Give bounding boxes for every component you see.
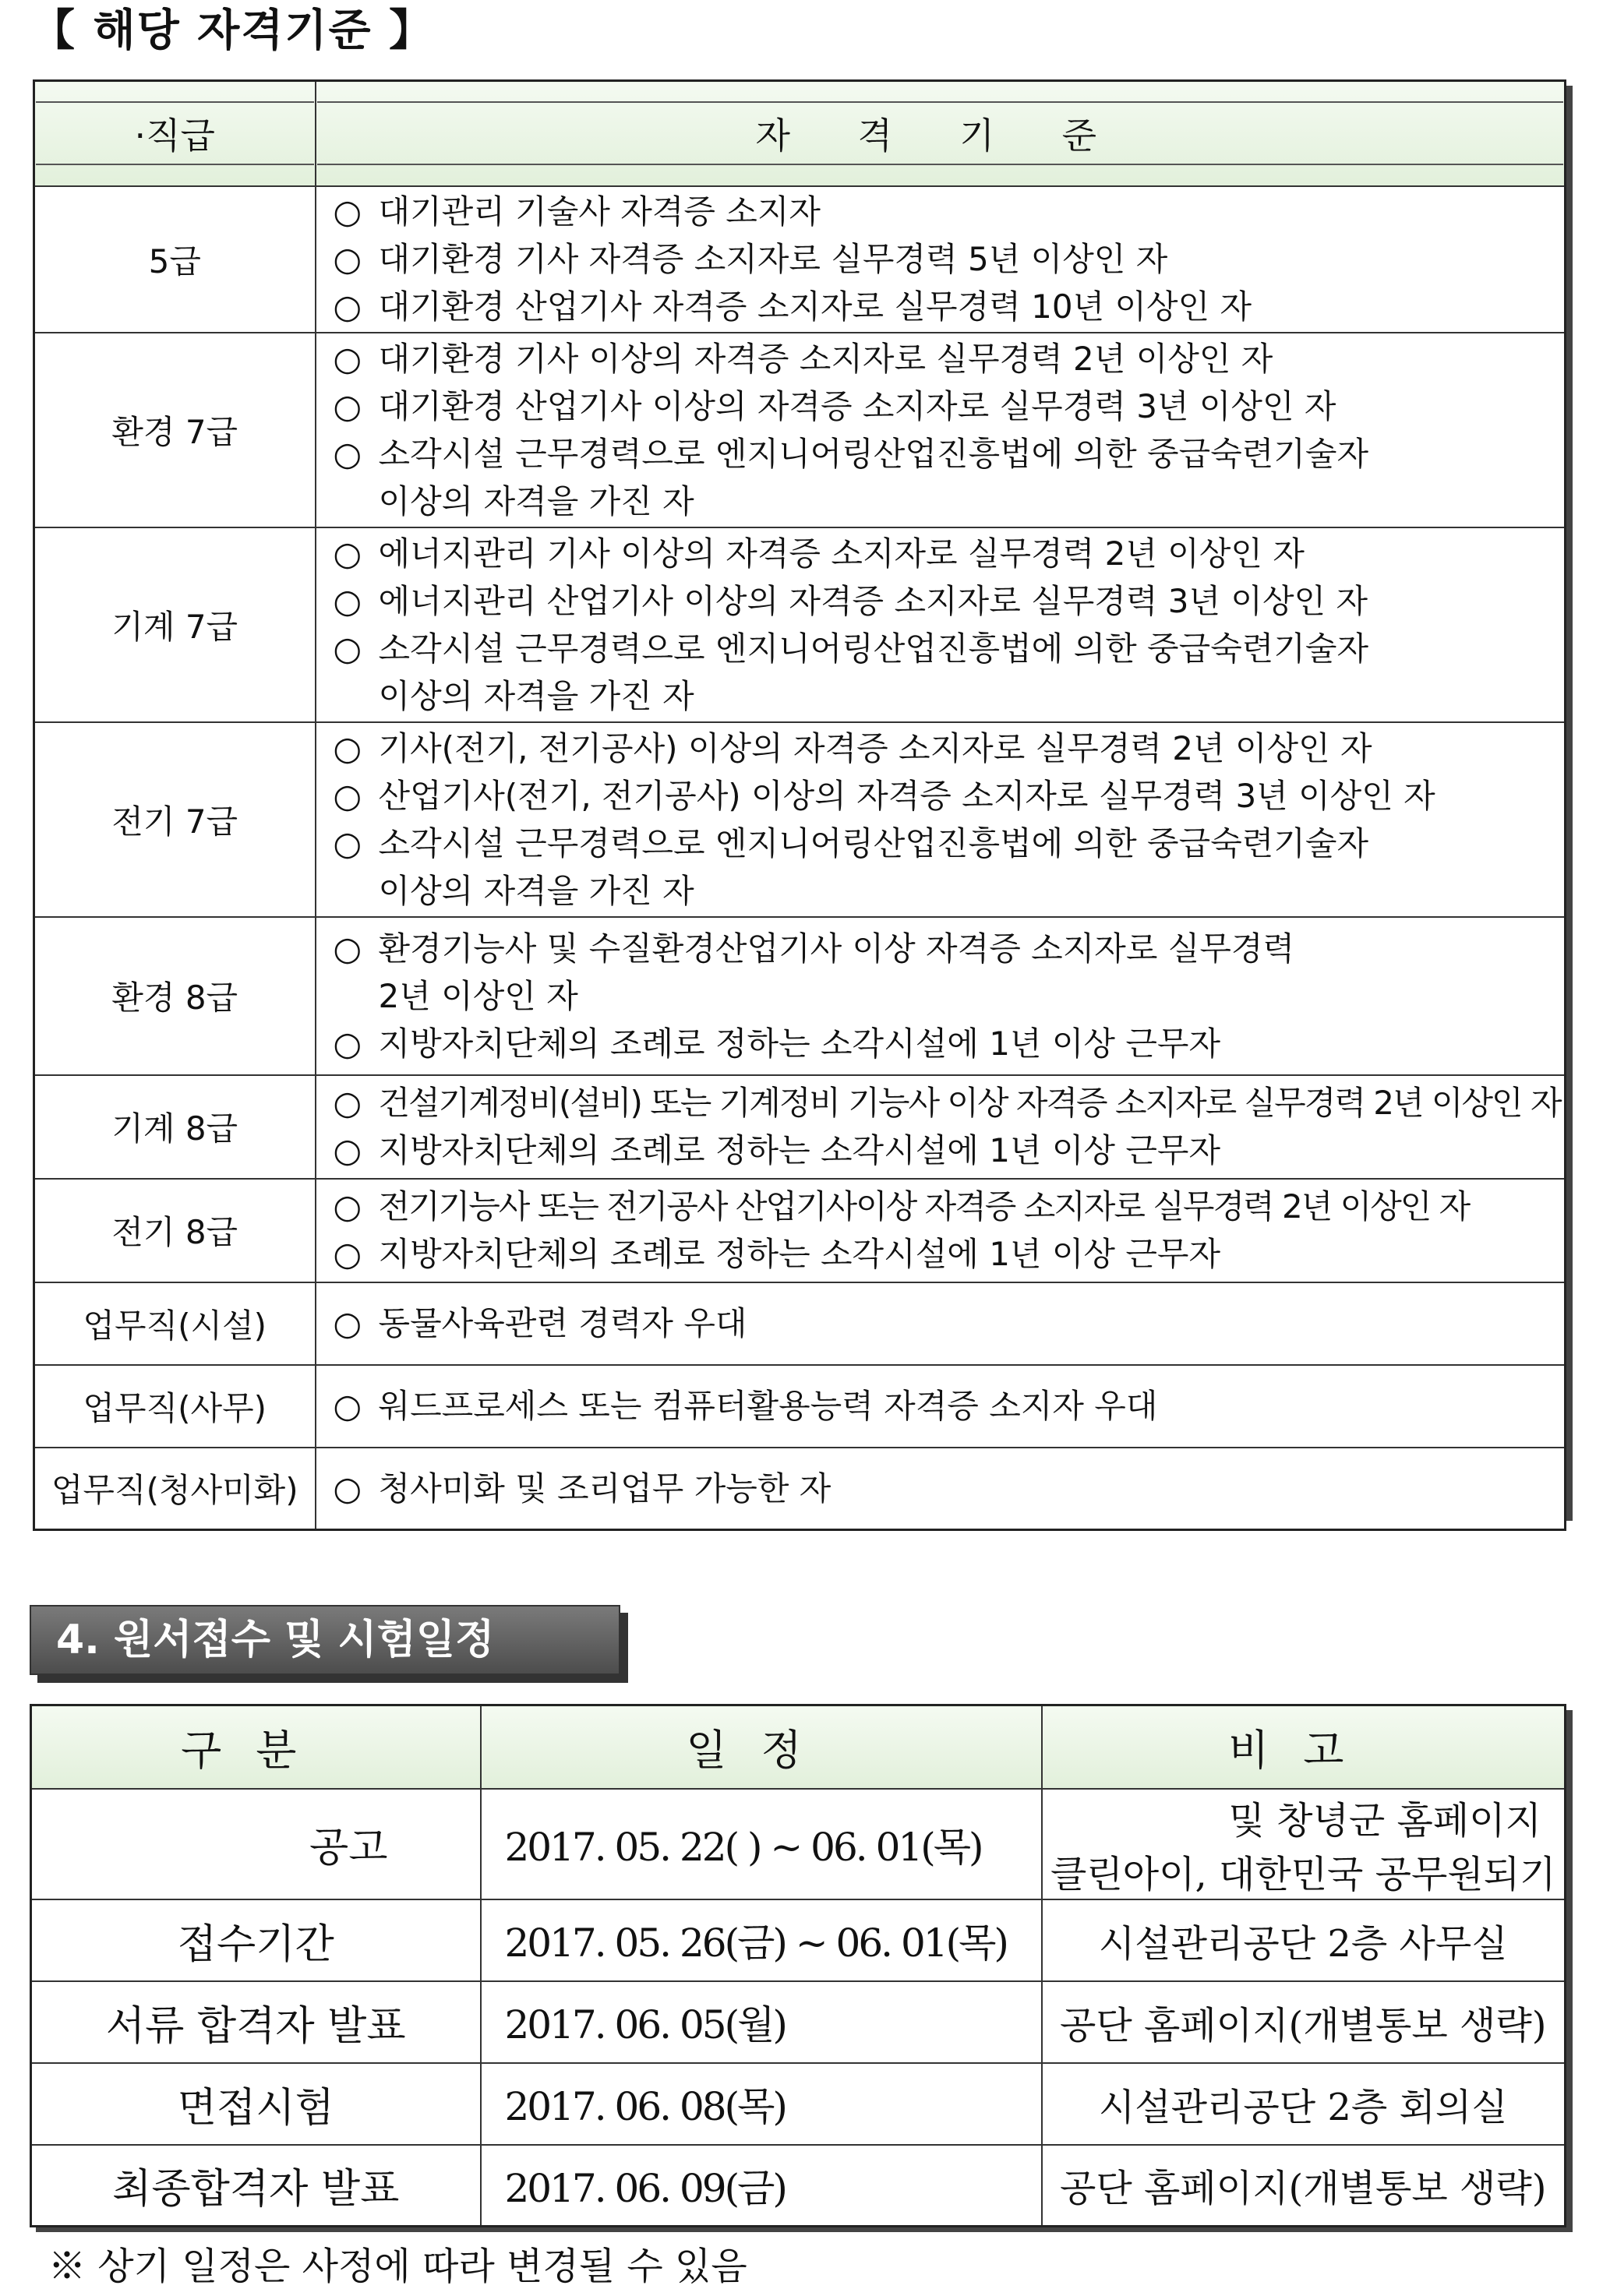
note-line: 공단 홈페이지(개별통보 생략)	[1060, 2003, 1547, 2047]
note-line: 및 창녕군 홈페이지	[1228, 1798, 1541, 1843]
qualification-table-wrap	[33, 79, 1569, 1531]
criteria-cell	[316, 186, 1566, 333]
schedule-row	[31, 2063, 1566, 2145]
note-column-header: 비고	[1042, 1705, 1566, 1789]
criteria-line	[334, 625, 1565, 672]
qualification-row	[34, 722, 1566, 917]
criteria-text: 기사(전기, 전기공사) 이상의 자격증 소지자로 실무경력 2년 이상인 자	[378, 728, 1372, 767]
criteria-line	[334, 383, 1565, 430]
criteria-text: 대기환경 산업기사 자격증 소지자로 실무경력 10년 이상인 자	[378, 287, 1252, 326]
qualification-row	[34, 1179, 1566, 1282]
qualification-row	[34, 1448, 1566, 1530]
bullet-icon: ○	[333, 629, 362, 668]
note-line: 공단 홈페이지(개별통보 생략)	[1060, 2167, 1547, 2211]
qualification-table	[33, 79, 1566, 1531]
schedule-row	[31, 1899, 1566, 1981]
grade-cell: 업무직(청사미화)	[34, 1448, 316, 1530]
criteria-text: 이상의 자격을 가진 자	[378, 871, 694, 910]
criteria-text: 소각시설 근무경력으로 엔지니어링산업진흥법에 의한 중급숙련기술자	[378, 629, 1369, 668]
criteria-text: 지방자치단체의 조례로 정하는 소각시설에 1년 이상 근무자	[378, 1235, 1221, 1273]
bullet-icon: ○	[333, 824, 362, 862]
bullet-icon: ○	[333, 728, 362, 767]
bullet-icon: ○	[333, 1235, 362, 1273]
criteria-text: 대기환경 기사 이상의 자격증 소지자로 실무경력 2년 이상인 자	[378, 339, 1273, 378]
criteria-text: 건설기계정비(설비) 또는 기계정비 기능사 이상 자격증 소지자로 실무경력 2년 이상인 자	[378, 1084, 1561, 1122]
criteria-line	[334, 1020, 1565, 1067]
criteria-text: 이상의 자격을 가진 자	[378, 676, 694, 715]
criteria-text: 에너지관리 산업기사 이상의 자격증 소지자로 실무경력 3년 이상인 자	[378, 581, 1368, 620]
grade-cell: 업무직(사무)	[34, 1365, 316, 1448]
note-line: 시설관리공단 2층 사무실	[1098, 1921, 1508, 1966]
grade-cell: 전기 8급	[34, 1179, 316, 1282]
criteria-line	[334, 1300, 1565, 1347]
schedule-note	[1042, 1789, 1566, 1899]
category-column-header: 구분	[31, 1705, 481, 1789]
criteria-text: 대기환경 산업기사 이상의 자격증 소지자로 실무경력 3년 이상인 자	[378, 386, 1336, 425]
schedule-table-wrap	[30, 1704, 1571, 2227]
qualification-row	[34, 1282, 1566, 1365]
section-banner	[30, 1605, 620, 1675]
criteria-text: 소각시설 근무경력으로 엔지니어링산업진흥법에 의한 중급숙련기술자	[378, 824, 1369, 862]
criteria-text: 전기기능사 또는 전기공사 산업기사이상 자격증 소지자로 실무경력 2년 이상인 자	[378, 1187, 1470, 1226]
criteria-cell	[316, 1075, 1566, 1179]
criteria-text: 지방자치단체의 조례로 정하는 소각시설에 1년 이상 근무자	[378, 1131, 1221, 1169]
criteria-line	[334, 335, 1565, 383]
criteria-line	[334, 772, 1565, 820]
criteria-line	[334, 1079, 1565, 1127]
grade-cell: 기계 8급	[34, 1075, 316, 1179]
criteria-line	[334, 820, 1565, 867]
criteria-line	[334, 1465, 1565, 1512]
qualification-row	[34, 1075, 1566, 1179]
bullet-icon: ○	[333, 534, 362, 573]
schedule-row	[31, 2145, 1566, 2227]
criteria-line	[334, 1230, 1565, 1278]
qualification-header-row	[34, 81, 1566, 186]
criteria-line	[334, 725, 1565, 772]
schedule-footnote: ※ 상기 일정은 사정에 따라 변경될 수 있음	[48, 2245, 747, 2288]
schedule-header-row	[31, 1705, 1566, 1789]
schedule-note	[1042, 2063, 1566, 2145]
criteria-cell	[316, 333, 1566, 527]
bullet-icon: ○	[333, 1024, 362, 1063]
criteria-line	[334, 925, 1565, 972]
qualification-row	[34, 527, 1566, 722]
bullet-icon: ○	[333, 1131, 362, 1169]
criteria-text: 이상의 자격을 가진 자	[378, 481, 694, 520]
date-column-header: 일정	[481, 1705, 1042, 1789]
criteria-line	[334, 478, 1565, 525]
criteria-line	[334, 867, 1565, 915]
schedule-note	[1042, 1981, 1566, 2063]
bullet-icon: ○	[333, 386, 362, 425]
criteria-text: 산업기사(전기, 전기공사) 이상의 자격증 소지자로 실무경력 3년 이상인 자	[378, 776, 1435, 815]
criteria-text: 청사미화 및 조리업무 가능한 자	[378, 1469, 832, 1508]
grade-cell: 기계 7급	[34, 527, 316, 722]
criteria-line	[334, 530, 1565, 577]
criteria-line	[334, 972, 1565, 1020]
qualification-row	[34, 333, 1566, 527]
criteria-cell	[316, 1448, 1566, 1530]
schedule-date: 2017. 05. 26(금) ~ 06. 01(목)	[481, 1899, 1042, 1981]
criteria-text: 환경기능사 및 수질환경산업기사 이상 자격증 소지자로 실무경력	[378, 929, 1295, 968]
criteria-text: 지방자치단체의 조례로 정하는 소각시설에 1년 이상 근무자	[378, 1024, 1221, 1063]
schedule-note	[1042, 2145, 1566, 2227]
schedule-category: 공고	[31, 1789, 481, 1899]
criteria-text: 대기환경 기사 자격증 소지자로 실무경력 5년 이상인 자	[378, 240, 1168, 278]
schedule-row	[31, 1981, 1566, 2063]
bullet-icon: ○	[333, 339, 362, 378]
criteria-text: 동물사육관련 경력자 우대	[378, 1304, 747, 1342]
note-line: 클린아이, 대한민국 공무원되기	[1050, 1852, 1556, 1896]
schedule-row	[31, 1789, 1566, 1899]
bullet-icon: ○	[333, 1187, 361, 1226]
criteria-text: 소각시설 근무경력으로 엔지니어링산업진흥법에 의한 중급숙련기술자	[378, 434, 1369, 473]
schedule-note	[1042, 1899, 1566, 1981]
bullet-icon: ○	[333, 240, 362, 278]
bullet-icon: ○	[333, 1084, 361, 1122]
schedule-date: 2017. 06. 05(월)	[481, 1981, 1042, 2063]
bullet-icon: ○	[333, 1304, 362, 1342]
criteria-cell	[316, 917, 1566, 1075]
schedule-table	[30, 1704, 1566, 2227]
criteria-cell	[316, 1179, 1566, 1282]
criteria-column-header: 자 격 기 준	[316, 81, 1566, 186]
qualification-row	[34, 1365, 1566, 1448]
criteria-line	[334, 1382, 1565, 1430]
grade-cell: 환경 8급	[34, 917, 316, 1075]
criteria-cell	[316, 1365, 1566, 1448]
criteria-line	[334, 235, 1565, 283]
criteria-cell	[316, 1282, 1566, 1365]
grade-cell: 업무직(시설)	[34, 1282, 316, 1365]
criteria-line	[334, 672, 1565, 720]
grade-column-header: ·직급	[34, 81, 316, 186]
bullet-icon: ○	[333, 434, 362, 473]
schedule-date: 2017. 05. 22( ) ~ 06. 01(목)	[481, 1789, 1042, 1899]
bullet-icon: ○	[333, 929, 362, 968]
grade-cell: 5급	[34, 186, 316, 333]
qualification-row	[34, 186, 1566, 333]
bullet-icon: ○	[333, 581, 362, 620]
criteria-line	[334, 1183, 1565, 1230]
qualification-row	[34, 917, 1566, 1075]
criteria-cell	[316, 527, 1566, 722]
criteria-text: 워드프로세스 또는 컴퓨터활용능력 자격증 소지자 우대	[378, 1387, 1158, 1425]
note-line: 시설관리공단 2층 회의실	[1098, 2085, 1508, 2129]
criteria-line	[334, 283, 1565, 330]
bullet-icon: ○	[333, 1469, 362, 1508]
criteria-text: 대기관리 기술사 자격증 소지자	[378, 192, 821, 231]
criteria-line	[334, 1127, 1565, 1174]
criteria-line	[334, 577, 1565, 625]
bullet-icon: ○	[333, 192, 362, 231]
criteria-text: 2년 이상인 자	[378, 976, 578, 1015]
bullet-icon: ○	[333, 1387, 362, 1425]
schedule-date: 2017. 06. 09(금)	[481, 2145, 1042, 2227]
bullet-icon: ○	[333, 287, 362, 326]
criteria-cell	[316, 722, 1566, 917]
schedule-date: 2017. 06. 08(목)	[481, 2063, 1042, 2145]
schedule-category: 면접시험	[31, 2063, 481, 2145]
grade-cell: 환경 7급	[34, 333, 316, 527]
criteria-line	[334, 188, 1565, 235]
schedule-category: 최종합격자 발표	[31, 2145, 481, 2227]
qualification-heading: 【 해당 자격기준 】	[31, 5, 435, 56]
bullet-icon: ○	[333, 776, 362, 815]
schedule-category: 서류 합격자 발표	[31, 1981, 481, 2063]
criteria-text: 에너지관리 기사 이상의 자격증 소지자로 실무경력 2년 이상인 자	[378, 534, 1305, 573]
section-title: 4. 원서접수 및 시험일정	[30, 1605, 620, 1675]
grade-cell: 전기 7급	[34, 722, 316, 917]
schedule-category: 접수기간	[31, 1899, 481, 1981]
criteria-line	[334, 430, 1565, 478]
